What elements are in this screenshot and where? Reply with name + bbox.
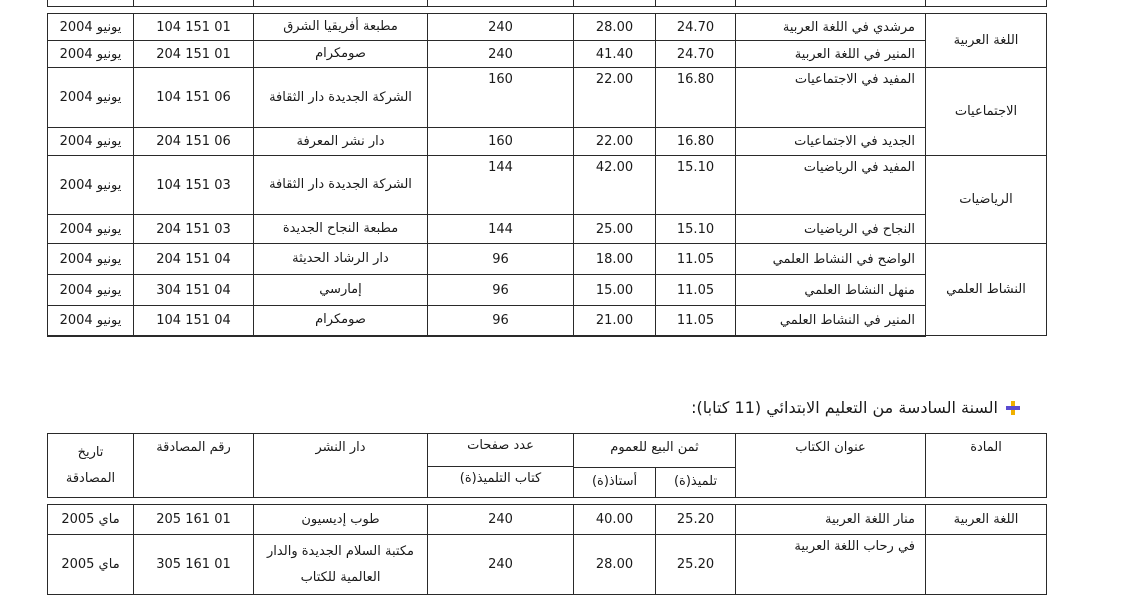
book-title: مرشدي في اللغة العربية: [736, 14, 926, 41]
table-row: [48, 68, 1047, 128]
section-heading: [600, 398, 1020, 417]
publisher: مطبعة النجاح الجديدة: [254, 215, 428, 244]
header-number: رقم المصادقة: [134, 434, 254, 498]
page-count: 240: [428, 14, 574, 41]
subject-cell: اللغة العربية: [926, 14, 1047, 68]
header-teacher: أستاذ(ة): [574, 468, 656, 498]
approval-number: 04 151 104: [134, 306, 254, 336]
pupil-price: 11.05: [656, 244, 736, 275]
teacher-price: 28.00: [574, 535, 656, 595]
page-count: 96: [428, 306, 574, 336]
page-count: 240: [428, 535, 574, 595]
header-pages-sub: كتاب التلميذ(ة): [459, 471, 542, 486]
pupil-price: 11.05: [656, 306, 736, 336]
table-header-row: [48, 434, 1047, 468]
teacher-price: 42.00: [574, 156, 656, 215]
publisher: دار الرشاد الحديثة: [254, 244, 428, 275]
header-pages-label: عدد صفحات: [428, 438, 573, 467]
subject-cell: الاجتماعيات: [926, 68, 1047, 156]
table-row: [48, 128, 1047, 156]
header-pupil: تلميذ(ة): [656, 468, 736, 498]
pupil-price: 15.10: [656, 156, 736, 215]
header-title: عنوان الكتاب: [736, 434, 926, 498]
page-count: 144: [428, 215, 574, 244]
page-count: 96: [428, 244, 574, 275]
table-row: [48, 215, 1047, 244]
teacher-price: 40.00: [574, 505, 656, 535]
approval-date: ماي 2005: [48, 505, 134, 535]
approval-date: ماي 2005: [48, 535, 134, 595]
subject-cell: [926, 535, 1047, 595]
approval-date: يونيو 2004: [48, 215, 134, 244]
pupil-price: 24.70: [656, 41, 736, 68]
publisher: الشركة الجديدة دار الثقافة: [254, 156, 428, 215]
page-count: 160: [428, 68, 574, 128]
page-count: 240: [428, 41, 574, 68]
approval-number: 06 151 104: [134, 68, 254, 128]
teacher-price: 22.00: [574, 68, 656, 128]
book-title: المنير في النشاط العلمي: [736, 306, 926, 336]
subject-cell: النشاط العلمي: [926, 244, 1047, 336]
approval-number: 06 151 204: [134, 128, 254, 156]
pupil-price: 16.80: [656, 128, 736, 156]
approval-number: 01 151 104: [134, 14, 254, 41]
book-title: منهل النشاط العلمي: [736, 275, 926, 306]
approval-date: يونيو 2004: [48, 244, 134, 275]
table-row: [48, 535, 1047, 595]
pupil-price: 15.10: [656, 215, 736, 244]
book-title: المفيد في الاجتماعيات: [736, 68, 926, 128]
pupil-price: 25.20: [656, 535, 736, 595]
publisher: مطبعة أفريقيا الشرق: [254, 14, 428, 41]
book-title: منار اللغة العربية: [736, 505, 926, 535]
section-heading-text: السنة السادسة من التعليم الابتدائي (11 كتابا):: [691, 398, 998, 417]
table-row: [48, 244, 1047, 275]
publisher: صومكرام: [254, 306, 428, 336]
page-count: 144: [428, 156, 574, 215]
book-title: النجاح في الرياضيات: [736, 215, 926, 244]
header-date: تاريخ المصادقة: [48, 434, 134, 498]
table-row: [48, 41, 1047, 68]
teacher-price: 21.00: [574, 306, 656, 336]
teacher-price: 25.00: [574, 215, 656, 244]
header-price: ثمن البيع للعموم: [574, 434, 736, 468]
approval-date: يونيو 2004: [48, 128, 134, 156]
table-row: [48, 14, 1047, 41]
table-row: [48, 275, 1047, 306]
teacher-price: 28.00: [574, 14, 656, 41]
header-subject: المادة: [926, 434, 1047, 498]
approval-number: 01 161 205: [134, 505, 254, 535]
approval-date: يونيو 2004: [48, 41, 134, 68]
pupil-price: 16.80: [656, 68, 736, 128]
publisher: طوب إديسيون: [254, 505, 428, 535]
table-row: [48, 306, 1047, 336]
approval-date: يونيو 2004: [48, 306, 134, 336]
pupil-price: 25.20: [656, 505, 736, 535]
subject-cell: الرياضيات: [926, 156, 1047, 244]
book-title: الجديد في الاجتماعيات: [736, 128, 926, 156]
table-grade5: [47, 0, 1047, 337]
page-count: 160: [428, 128, 574, 156]
book-title: المفيد في الرياضيات: [736, 156, 926, 215]
bullet-cross-icon: [1006, 401, 1020, 415]
approval-number: 04 151 204: [134, 244, 254, 275]
teacher-price: 18.00: [574, 244, 656, 275]
page-count: 96: [428, 275, 574, 306]
publisher: الشركة الجديدة دار الثقافة: [254, 68, 428, 128]
subject-cell: اللغة العربية: [926, 505, 1047, 535]
publisher: إمارسي: [254, 275, 428, 306]
approval-number: 01 151 204: [134, 41, 254, 68]
book-title: المنير في اللغة العربية: [736, 41, 926, 68]
teacher-price: 22.00: [574, 128, 656, 156]
book-title: في رحاب اللغة العربية: [736, 535, 926, 595]
table-grade6: [47, 433, 1047, 595]
header-publisher: دار النشر: [254, 434, 428, 498]
approval-number: 03 151 104: [134, 156, 254, 215]
approval-date: يونيو 2004: [48, 275, 134, 306]
publisher: دار نشر المعرفة: [254, 128, 428, 156]
approval-date: يونيو 2004: [48, 156, 134, 215]
book-title: الواضح في النشاط العلمي: [736, 244, 926, 275]
pupil-price: 24.70: [656, 14, 736, 41]
table-row: [48, 505, 1047, 535]
pupil-price: 11.05: [656, 275, 736, 306]
approval-date: يونيو 2004: [48, 14, 134, 41]
approval-date: يونيو 2004: [48, 68, 134, 128]
table-row: [48, 156, 1047, 215]
header-pages: [428, 434, 574, 498]
teacher-price: 15.00: [574, 275, 656, 306]
approval-number: 03 151 204: [134, 215, 254, 244]
publisher: صومكرام: [254, 41, 428, 68]
teacher-price: 41.40: [574, 41, 656, 68]
page-count: 240: [428, 505, 574, 535]
approval-number: 01 161 305: [134, 535, 254, 595]
approval-number: 04 151 304: [134, 275, 254, 306]
publisher: مكتبة السلام الجديدة والدار العالمية للكتاب: [254, 535, 428, 595]
